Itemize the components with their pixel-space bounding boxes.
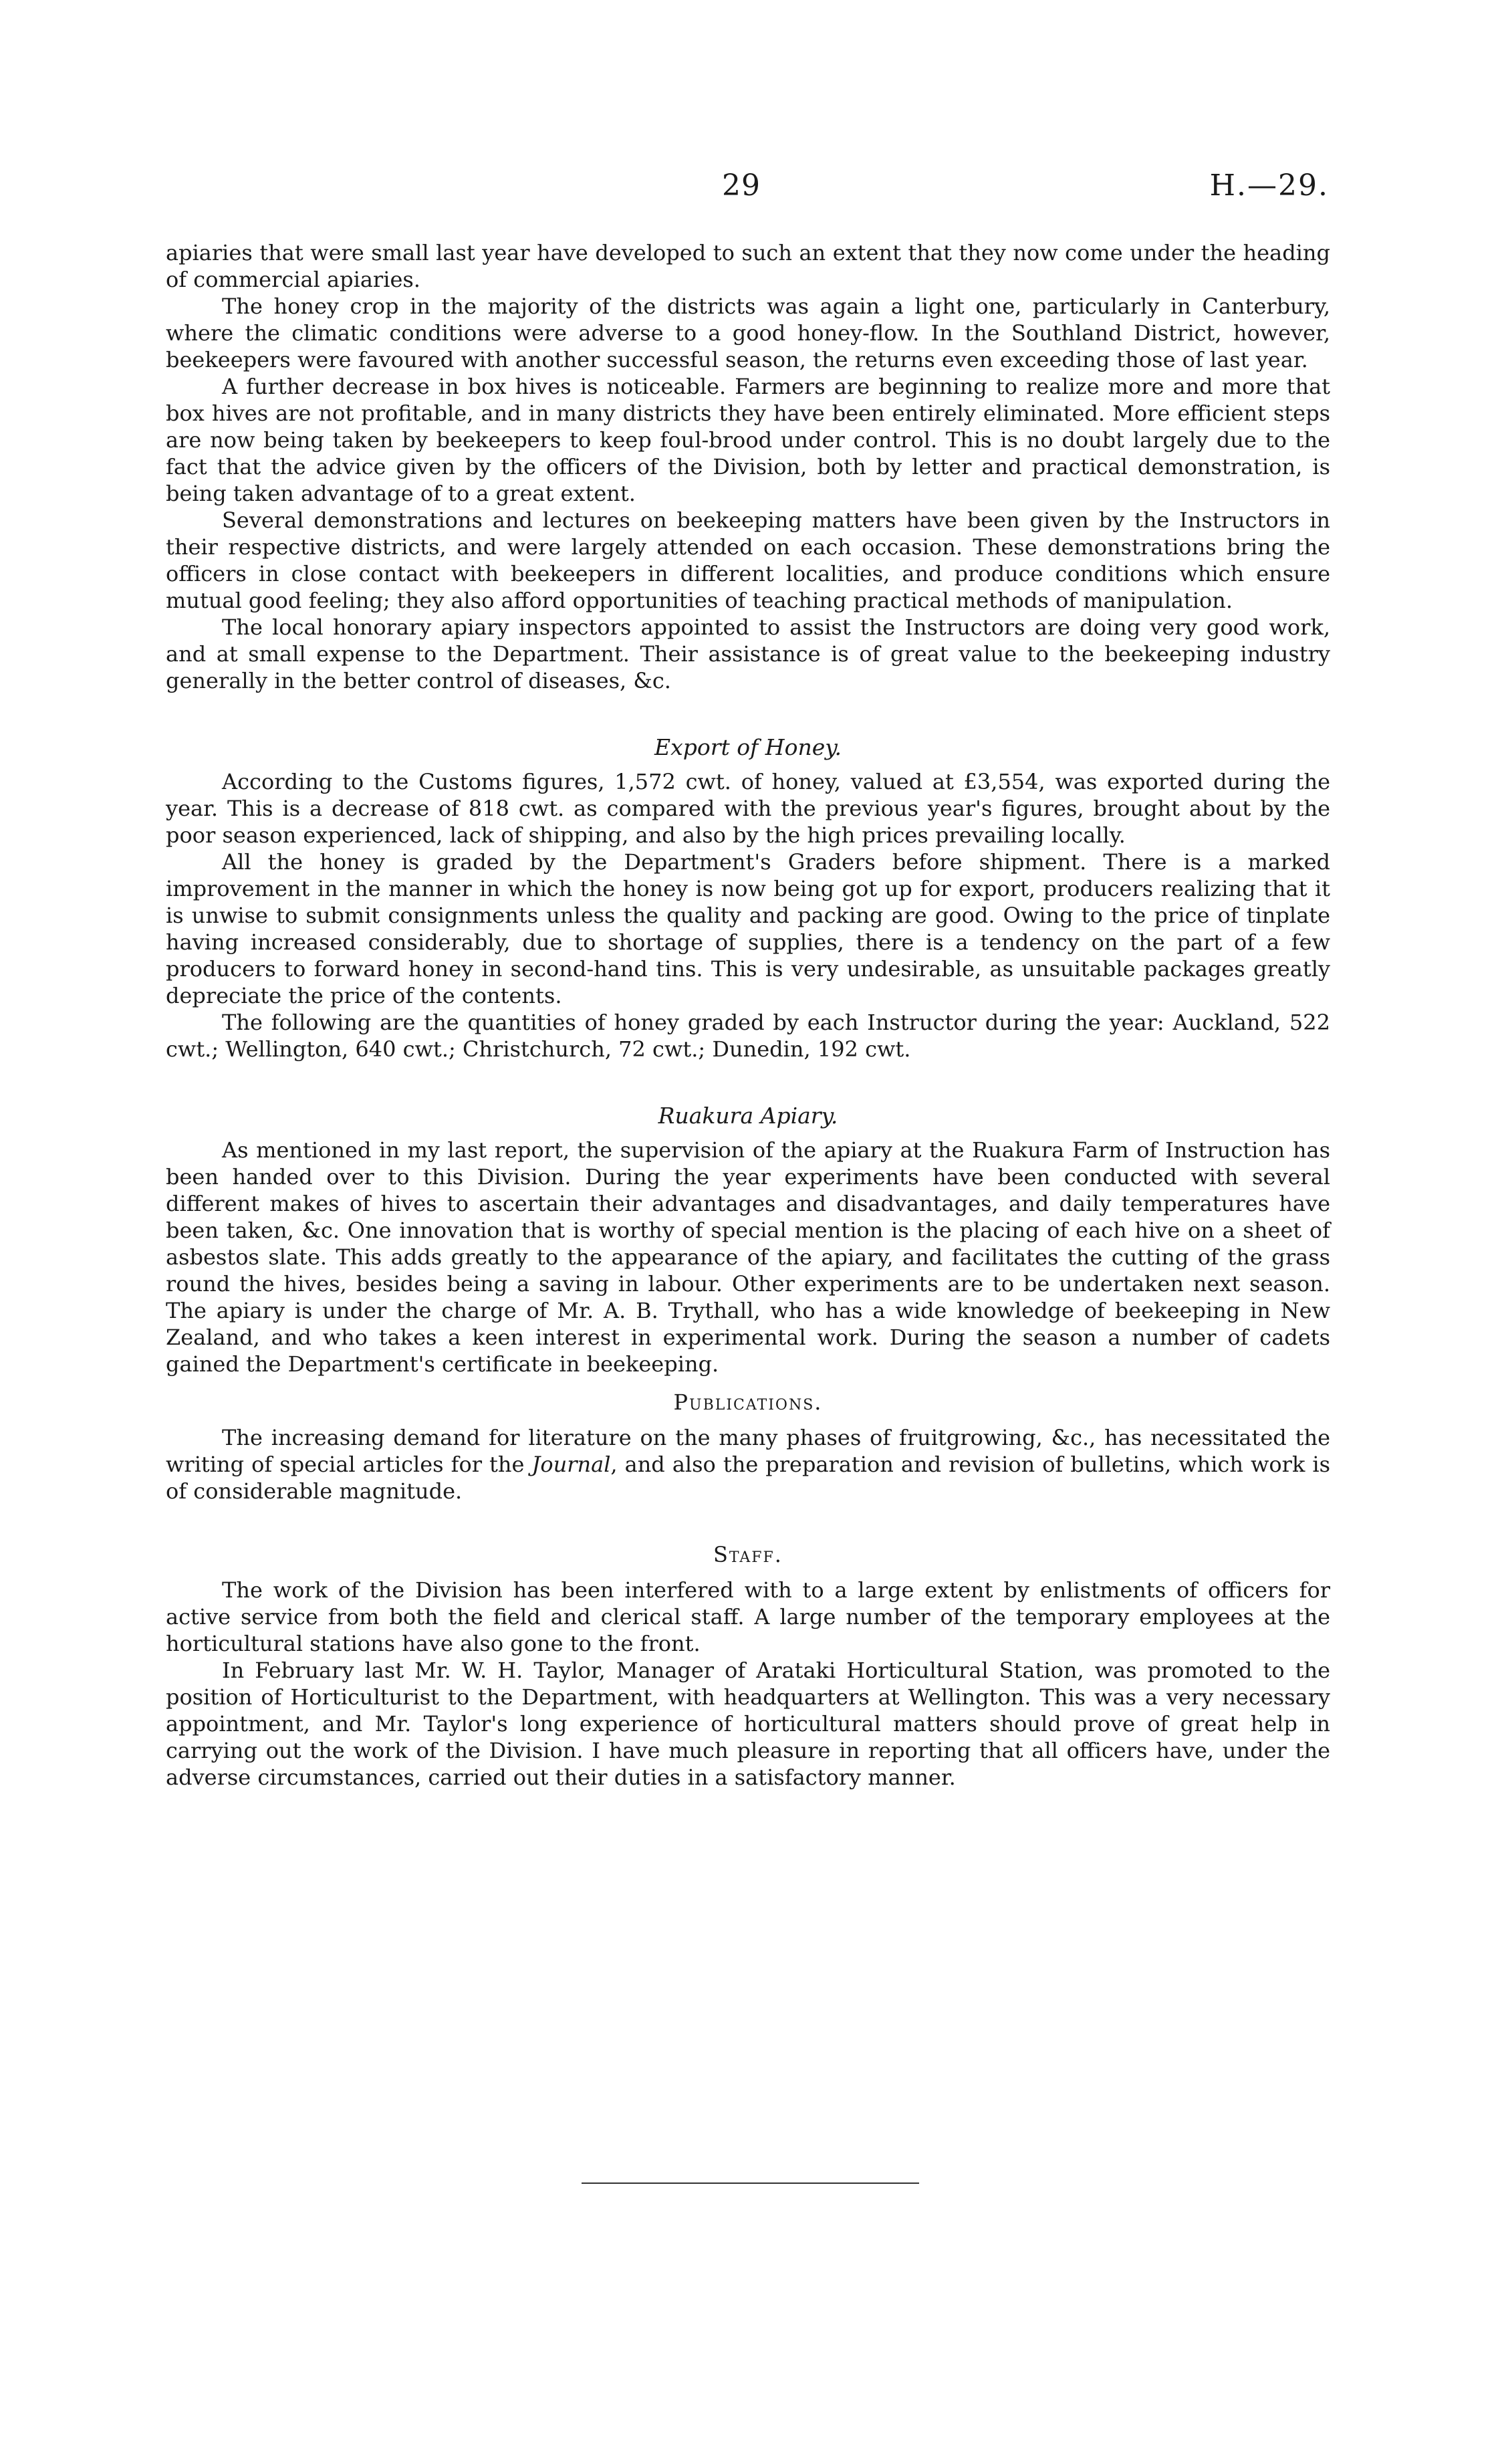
section-heading-export-of-honey: Export of Honey. xyxy=(654,734,842,760)
paragraph-honey-crop: The honey crop in the majority of the districts was again a light one, particularly in Canterbury, where the climatic conditions were adverse to a good honey-flow. In the Southland District, however, beekeepers were favoured with another successful season, the returns even exceeding those of last year. xyxy=(166,294,1330,372)
publications-text-after: , and also the preparation and revision of bulletins, which work is of considerable magnitude. xyxy=(166,1452,1331,1504)
section-heading-publications: Publications. xyxy=(673,1389,823,1415)
paragraph-quantities-graded: The following are the quantities of honey graded by each Instructor during the year: Auckland, 522 cwt.; Wellington, 640 cwt.; Christchurch, 72 cwt.; Dunedin, 192 cwt. xyxy=(166,1010,1330,1062)
paragraph-staff-enlistments: The work of the Division has been interfered with to a large extent by enlistments of officers for active service from both the field and clerical staff. A large number of the temporary employees at the horticultural stations have also gone to the front. xyxy=(166,1577,1330,1656)
document-body xyxy=(166,239,1330,1791)
paragraph-ruakura: As mentioned in my last report, the supervision of the apiary at the Ruakura Farm of Instruction has been handed over to this Division. During the year experiments have been conducted with several different makes of hives to ascertain their advantages and disadvantages, and daily temperatures have been taken, &c. One innovation that is worthy of special mention is the placing of each hive on a sheet of asbestos slate. This adds greatly to the appearance of the apiary, and facilitates the cutting of the grass round the hives, besides being a saving in labour. Other experiments are to be undertaken next season. The apiary is under the charge of Mr. A. B. Trythall, who has a wide knowledge of beekeeping in New Zealand, and who takes a keen interest in experimental work. During the season a number of cadets gained the Department's certificate in beekeeping. xyxy=(166,1137,1330,1377)
journal-title: Journal xyxy=(531,1452,611,1477)
section-heading-staff: Staff. xyxy=(713,1542,783,1567)
section-heading-ruakura-apiary: Ruakura Apiary. xyxy=(658,1103,838,1129)
paragraph-demonstrations: Several demonstrations and lectures on beekeeping matters have been given by the Instructors in their respective districts, and were largely attended on each occasion. These demonstrations bring the officers in close contact with beekeepers in different localities, and produce conditions which ensure mutual good feeling; they also afford opportunities of teaching practical methods of manipulation. xyxy=(166,508,1330,613)
page-reference: H.—29. xyxy=(1209,169,1329,203)
paragraph-grading: All the honey is graded by the Department's Graders before shipment. There is a marked improvement in the manner in which the honey is now being got up for export, producers realizing that it is unwise to submit consignments unless the quality and packing are good. Owing to the price of tinplate having increased considerably, due to shortage of supplies, there is a tendency on the part of a few producers to forward honey in second-hand tins. This is very undesirable, as unsuitable packages greatly depreciate the price of the contents. xyxy=(166,849,1330,1008)
page-number: 29 xyxy=(722,169,761,203)
end-rule-divider xyxy=(582,2182,919,2184)
paragraph-publications xyxy=(166,1424,1330,1504)
publications-text-before: The increasing demand for literature on the many phases of fruitgrowing, &c., has necessitated the writing of special articles for the xyxy=(166,1425,1330,1477)
paragraph-customs-figures: According to the Customs figures, 1,572 cwt. of honey, valued at £3,554, was exported during the year. This is a decrease of 818 cwt. as compared with the previous year's figures, brought about by the poor season experienced, lack of shipping, and also by the high prices prevailing locally. xyxy=(166,769,1330,848)
paragraph-box-hives: A further decrease in box hives is noticeable. Farmers are beginning to realize more and more that box hives are not profitable, and in many districts they have been entirely eliminated. More efficient steps are now being taken by beekeepers to keep foul-brood under control. This is no doubt largely due to the fact that the advice given by the officers of the Division, both by letter and practical demonstration, is being taken advantage of to a great extent. xyxy=(166,374,1330,506)
paragraph-inspectors: The local honorary apiary inspectors appointed to assist the Instructors are doing very good work, and at small expense to the Department. Their assistance is of great value to the beekeeping industry generally in the better control of diseases, &c. xyxy=(166,614,1330,693)
paragraph-apiaries-continued: apiaries that were small last year have developed to such an extent that they now come under the heading of commercial apiaries. xyxy=(166,240,1330,292)
paragraph-staff-taylor: In February last Mr. W. H. Taylor, Manager of Arataki Horticultural Station, was promoted to the position of Horticulturist to the Department, with headquarters at Wellington. This was a very necessary appointment, and Mr. Taylor's long experience of horticultural matters should prove of great help in carrying out the work of the Division. I have much pleasure in reporting that all officers have, under the adverse circumstances, carried out their duties in a satisfactory manner. xyxy=(166,1658,1330,1790)
